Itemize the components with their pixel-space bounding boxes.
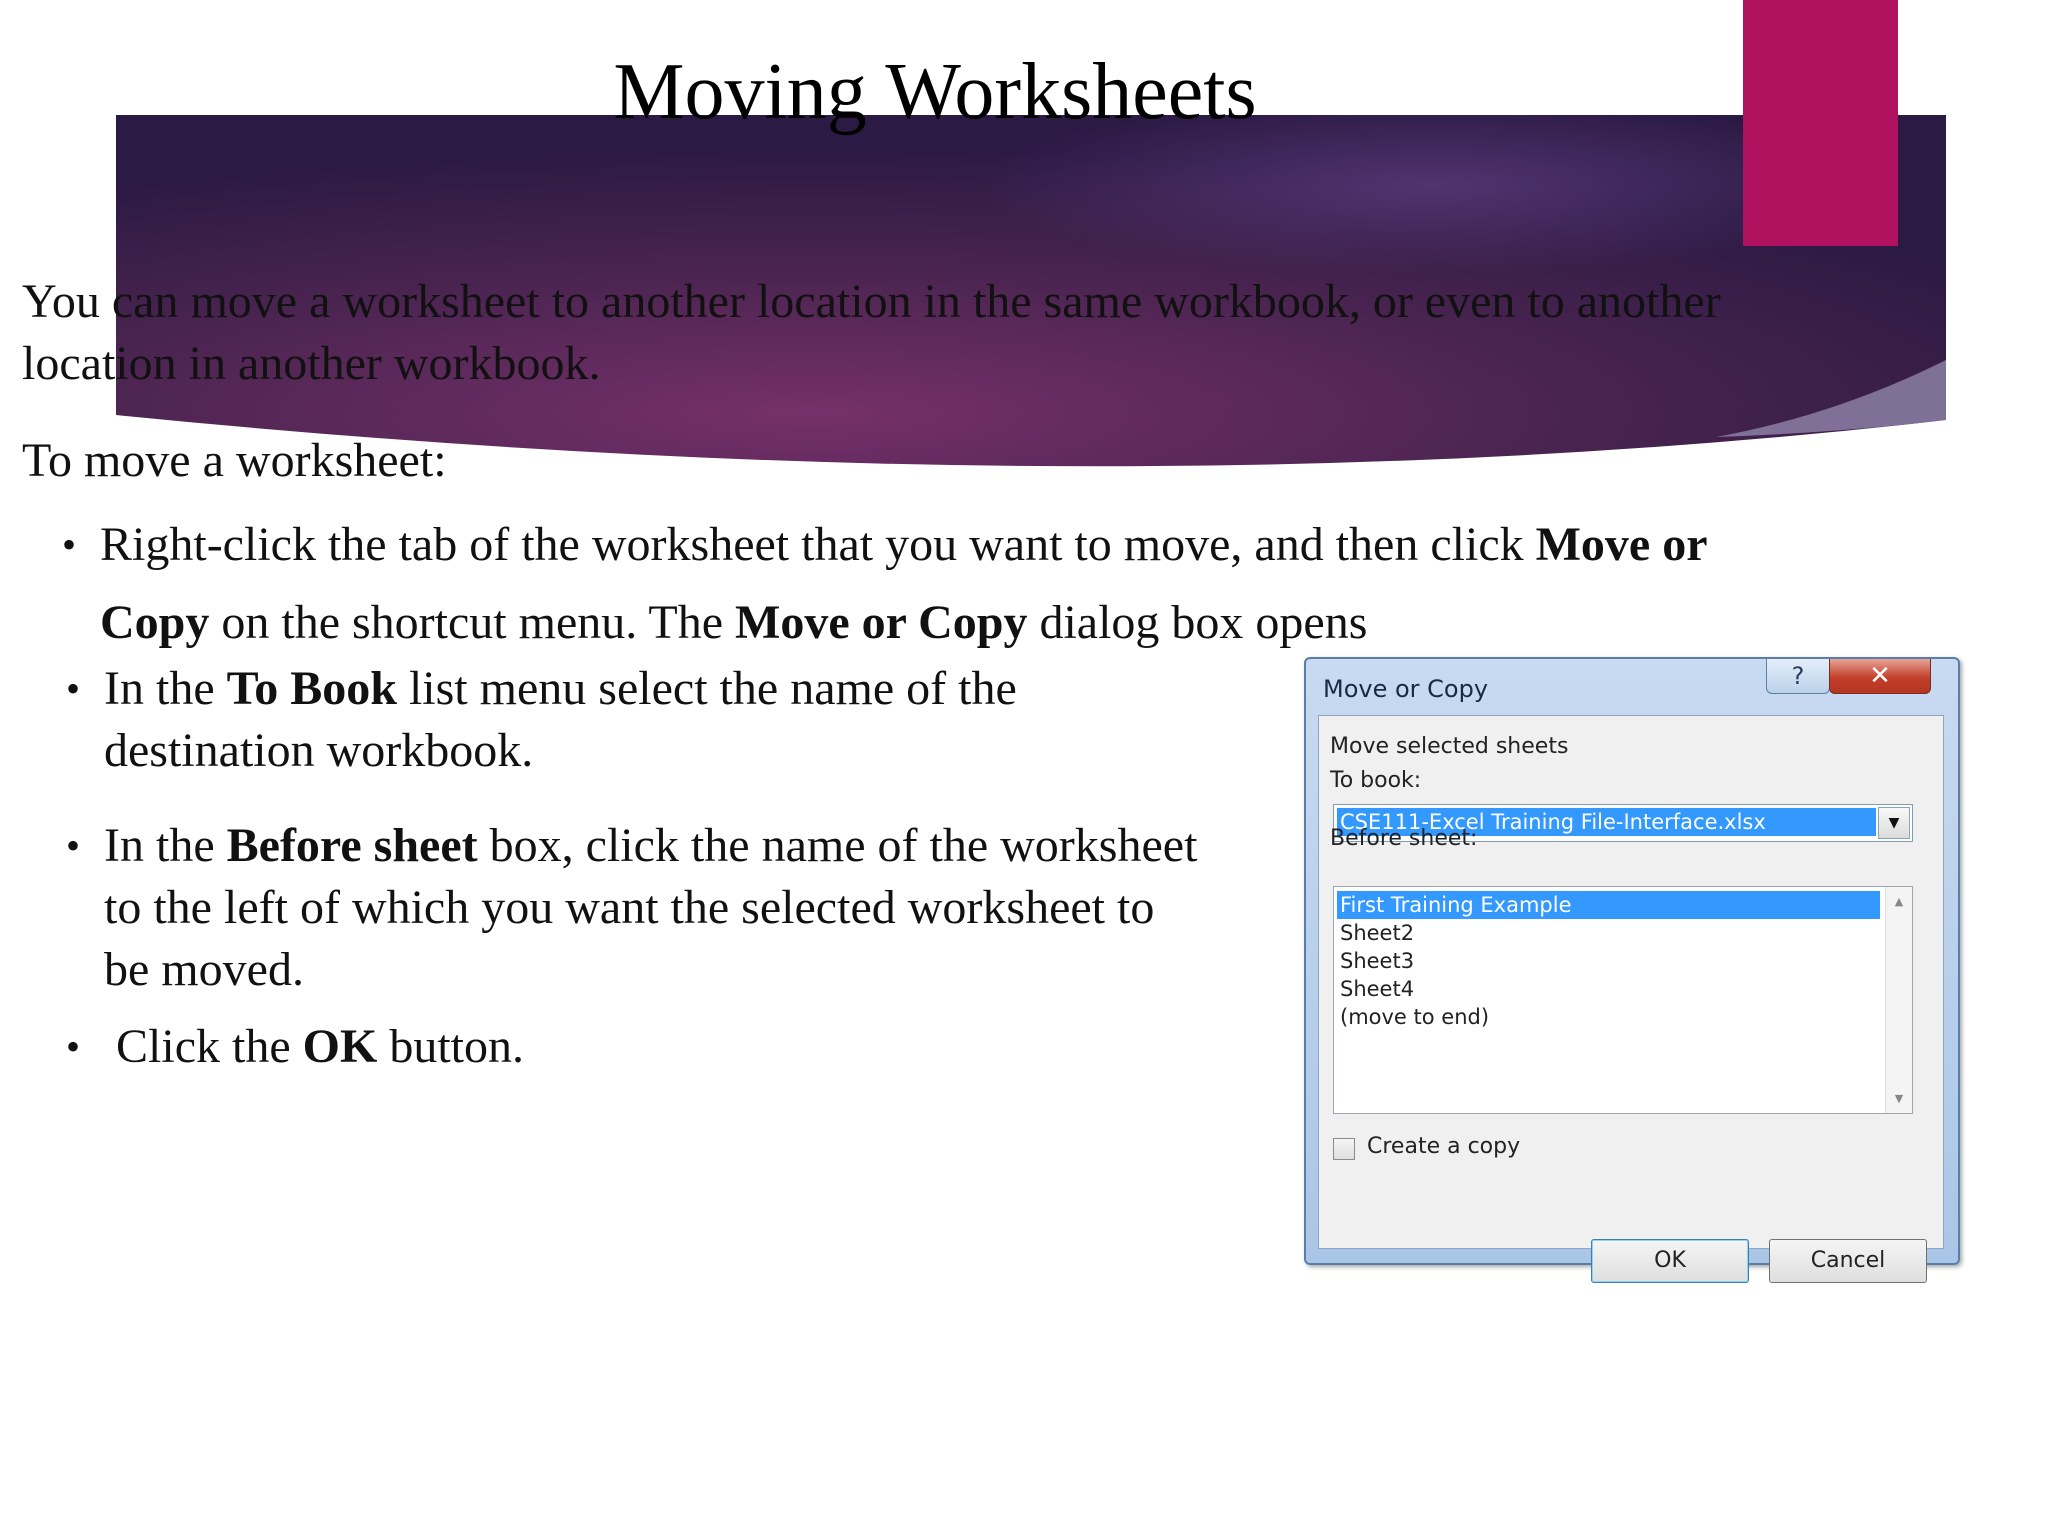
before-sheet-label: Before sheet: [1330, 826, 1478, 851]
close-button[interactable]: ✕ [1829, 659, 1931, 694]
bullet-text: Right-click the tab of the worksheet that you want to move, and then click [100, 518, 1536, 571]
bullet-icon: • [66, 823, 81, 868]
list-item[interactable]: (move to end) [1340, 1005, 1490, 1029]
scroll-down-icon[interactable]: ▼ [1894, 1092, 1904, 1105]
bold-text: Copy [100, 596, 210, 649]
dropdown-arrow-icon[interactable]: ▼ [1878, 807, 1910, 839]
create-copy-label[interactable]: Create a copy [1367, 1134, 1521, 1159]
intro-paragraph [22, 271, 1721, 395]
bullet-item-1 [62, 506, 1708, 662]
intro-line-1: You can move a worksheet to another location in the same workbook, or even to another [22, 275, 1721, 328]
bullet-text: list menu select the name of the [396, 662, 1017, 715]
list-scrollbar[interactable] [1885, 887, 1912, 1113]
bullet-text: be moved. [104, 943, 304, 996]
bold-text: To Book [226, 662, 397, 715]
bullet-text: In the [104, 662, 227, 715]
bullet-item-4 [66, 1016, 524, 1078]
list-item[interactable]: Sheet2 [1340, 921, 1415, 945]
create-copy-checkbox[interactable] [1333, 1138, 1355, 1160]
bullet-text: destination workbook. [104, 724, 534, 777]
bullet-item-2 [66, 658, 1017, 782]
bullet-text: on the shortcut menu. The [209, 596, 736, 649]
move-or-copy-dialog [1304, 657, 1960, 1273]
bullet-icon: • [62, 522, 77, 567]
list-item[interactable]: First Training Example [1337, 891, 1880, 919]
scroll-up-icon[interactable]: ▲ [1894, 895, 1904, 908]
bullet-icon: • [66, 1024, 81, 1069]
bold-text: Move or [1535, 518, 1708, 571]
before-sheet-list[interactable] [1333, 886, 1913, 1114]
ok-button[interactable]: OK [1591, 1239, 1749, 1283]
cancel-button[interactable]: Cancel [1769, 1239, 1927, 1283]
bold-text: Move or Copy [735, 596, 1028, 649]
to-move-heading: To move a worksheet: [22, 434, 447, 487]
bullet-icon: • [66, 666, 81, 711]
bullet-text: to the left of which you want the selected worksheet to [104, 881, 1155, 934]
bullet-text: Click the [116, 1020, 303, 1073]
to-book-label: To book: [1330, 768, 1422, 793]
bullet-text: box, click the name of the worksheet [477, 819, 1198, 872]
list-item[interactable]: Sheet3 [1340, 949, 1415, 973]
bullet-text: dialog box opens [1027, 596, 1368, 649]
bullet-item-3 [66, 815, 1198, 1001]
bullet-text: button. [377, 1020, 524, 1073]
slide-title: Moving Worksheets [613, 48, 1257, 136]
dialog-body [1318, 715, 1944, 1273]
bold-text: Before sheet [226, 819, 478, 872]
bullet-text: In the [104, 819, 227, 872]
to-book-value: CSE111-Excel Training File-Interface.xlsx [1337, 808, 1876, 836]
bold-text: OK [302, 1020, 378, 1073]
move-selected-label: Move selected sheets [1330, 734, 1569, 759]
intro-line-2: location in another workbook. [22, 337, 601, 390]
list-item[interactable]: Sheet4 [1340, 977, 1415, 1001]
help-button[interactable]: ? [1766, 659, 1830, 694]
dialog-title: Move or Copy [1323, 675, 1489, 703]
